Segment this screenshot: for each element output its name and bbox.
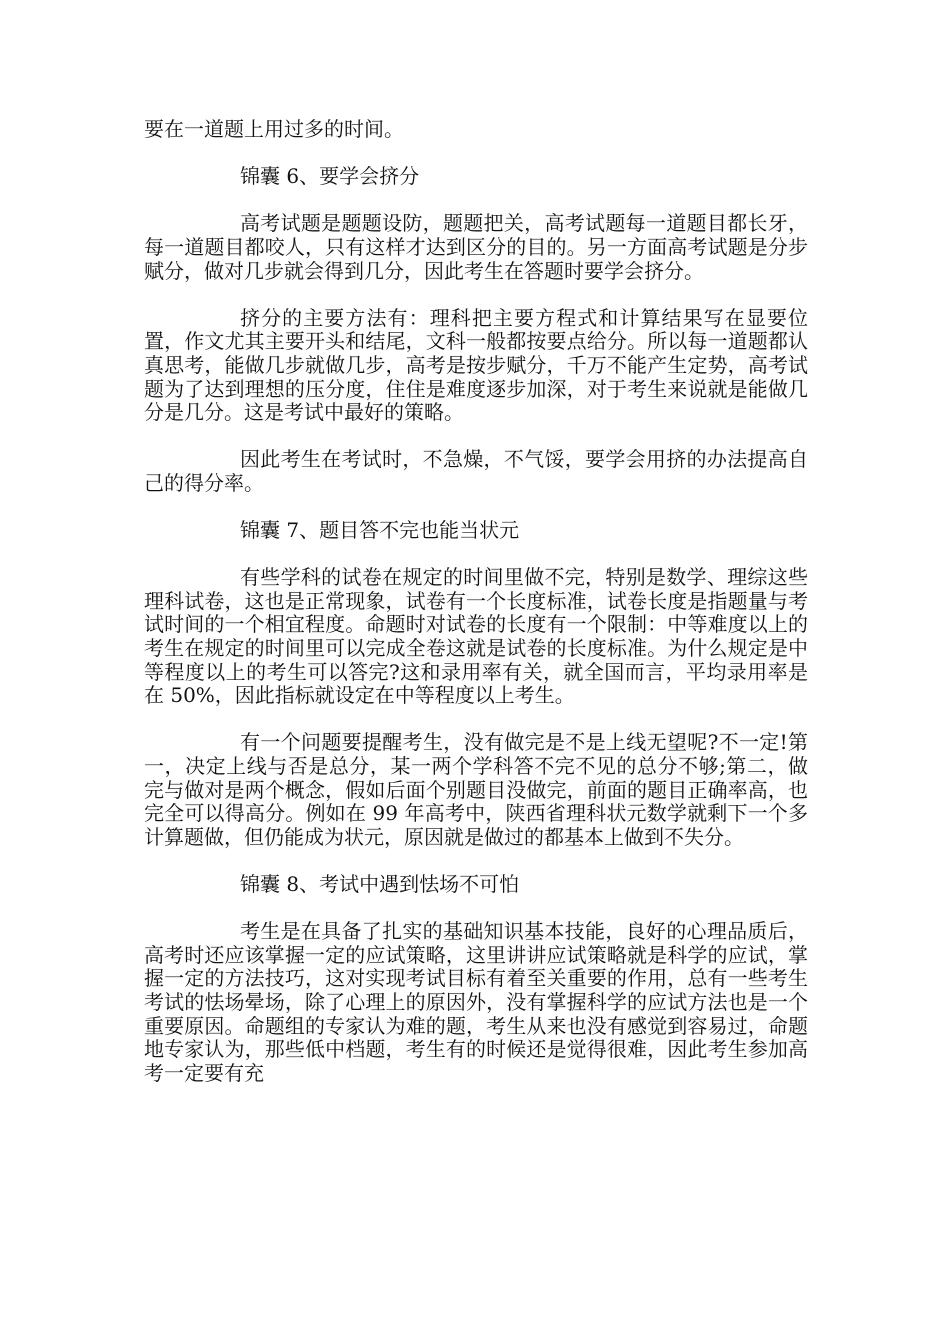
body-paragraph: 挤分的主要方法有：理科把主要方程式和计算结果写在显要位置，作文尤其主要开头和结尾，文科一般都按要点给分。所以每一道题都认真思考，能做几步就做几步，高考是按步赋分，千万不能产生定势，高考试题为了达到理想的压分度，住住是难度逐步加深，对于考生来说就是能做几分是几分。这是考试中最好的策略。 — [144, 305, 808, 425]
body-paragraph: 高考试题是题题设防，题题把关，高考试题每一道题目都长牙，每一道题目都咬人，只有这样才达到区分的目的。另一方面高考试题是分步赋分，做对几步就会得到几分，因此考生在答题时要学会挤分。 — [144, 211, 808, 283]
body-paragraph: 有些学科的试卷在规定的时间里做不完，特别是数学、理综这些理科试卷，这也是正常现象，试卷有一个长度标准，试卷长度是指题量与考试时间的一个相宜程度。命题时对试卷的长度有一个限制：中等难度以上的考生在规定的时间里可以完成全卷这就是试卷的长度标准。为什么规定是中等程度以上的考生可以答完?这和录用率有关，就全国而言，平均录用率是在 50%，因此指标就设定在中等程度以上考生。 — [144, 565, 808, 708]
document-page — [144, 118, 808, 1109]
body-paragraph: 有一个问题要提醒考生，没有做完是不是上线无望呢?不一定!第一，决定上线与否是总分，某一两个学科答不完不见的总分不够;第二，做完与做对是两个概念，假如后面个别题目没做完，前面的题目正确率高，也完全可以得高分。例如在 99 年高考中，陕西省理科状元数学就剩下一个多计算题做，但仍能成为状元，原因就是做过的都基本上做到不失分。 — [144, 730, 808, 849]
body-paragraph: 考生是在具备了扎实的基础知识基本技能，良好的心理品质后，高考时还应该掌握一定的应试策略，这里讲讲应试策略就是科学的应试，掌握一定的方法技巧，这对实现考试目标有着至关重要的作用，总有一些考生考试的怯场晕场，除了心理上的原因外，没有掌握科学的应试方法也是一个重要原因。命题组的专家认为难的题，考生从来也没有感觉到容易过，命题地专家认为，那些低中档题，考生有的时候还是觉得很难，因此考生参加高考一定要有充 — [144, 919, 808, 1085]
body-paragraph: 因此考生在考试时，不急燥，不气馁，要学会用挤的办法提高自己的得分率。 — [144, 447, 808, 495]
section-heading-8: 锦囊 8、考试中遇到怯场不可怕 — [240, 872, 520, 896]
section-heading-6: 锦囊 6、要学会挤分 — [240, 164, 420, 189]
section-heading-7: 锦囊 7、题目答不完也能当状元 — [240, 518, 520, 543]
continuation-paragraph: 要在一道题上用过多的时间。 — [144, 117, 404, 141]
